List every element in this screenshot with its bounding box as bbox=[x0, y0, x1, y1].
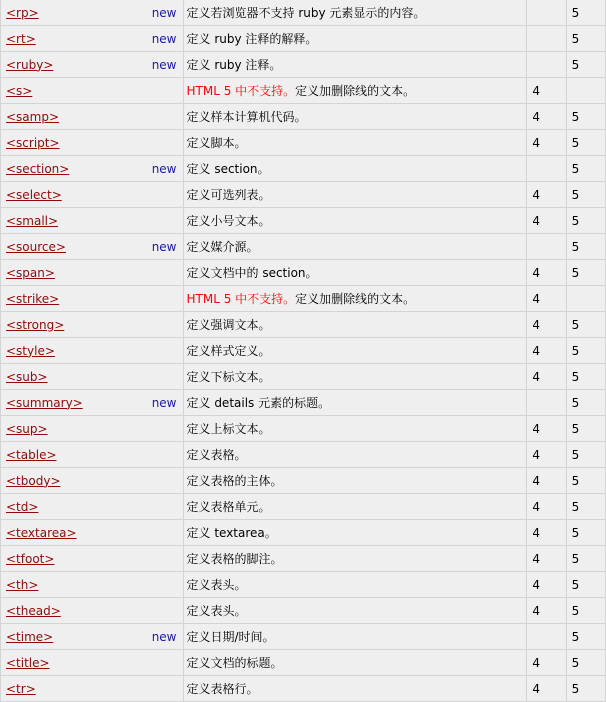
tag-link[interactable]: <th> bbox=[6, 577, 39, 592]
html4-support-cell: 4 bbox=[527, 312, 566, 338]
table-row bbox=[1, 624, 606, 650]
description-cell bbox=[183, 104, 527, 130]
table-row bbox=[1, 338, 606, 364]
tag-link[interactable]: <tfoot> bbox=[6, 551, 55, 566]
tag-link[interactable]: <select> bbox=[6, 187, 62, 202]
description-cell bbox=[183, 520, 527, 546]
tag-cell bbox=[1, 442, 184, 468]
table-row bbox=[1, 260, 606, 286]
html4-support-cell: 4 bbox=[527, 260, 566, 286]
tag-reference-body bbox=[1, 0, 606, 702]
new-badge: new bbox=[151, 5, 177, 20]
html5-support-cell: 5 bbox=[566, 676, 605, 702]
html4-support-cell: 4 bbox=[527, 546, 566, 572]
new-badge: new bbox=[151, 31, 177, 46]
html4-support-cell: 4 bbox=[527, 182, 566, 208]
description-cell bbox=[183, 182, 527, 208]
table-row bbox=[1, 234, 606, 260]
description-cell bbox=[183, 650, 527, 676]
tag-link[interactable]: <sup> bbox=[6, 421, 48, 436]
tag-cell bbox=[1, 572, 184, 598]
html5-support-cell: 5 bbox=[566, 598, 605, 624]
table-row bbox=[1, 676, 606, 702]
table-row bbox=[1, 104, 606, 130]
tag-cell bbox=[1, 78, 184, 104]
html4-support-cell bbox=[527, 156, 566, 182]
html4-support-cell: 4 bbox=[527, 130, 566, 156]
description-text: 定义上标文本。 bbox=[186, 422, 271, 436]
tag-link[interactable]: <rp> bbox=[6, 5, 39, 20]
tag-cell bbox=[1, 494, 184, 520]
description-text: 定义 section。 bbox=[186, 162, 270, 176]
tag-link[interactable]: <script> bbox=[6, 135, 60, 150]
tag-cell bbox=[1, 0, 184, 26]
tag-cell bbox=[1, 624, 184, 650]
description-text: 定义加删除线的文本。 bbox=[295, 292, 416, 306]
html4-support-cell: 4 bbox=[527, 676, 566, 702]
html4-support-cell: 4 bbox=[527, 338, 566, 364]
tag-link[interactable]: <s> bbox=[6, 83, 33, 98]
description-cell bbox=[183, 156, 527, 182]
html5-support-cell: 5 bbox=[566, 208, 605, 234]
description-text: 定义表头。 bbox=[186, 604, 247, 618]
description-cell bbox=[183, 130, 527, 156]
new-badge: new bbox=[151, 239, 177, 254]
tag-link[interactable]: <thead> bbox=[6, 603, 61, 618]
description-text: 定义表格。 bbox=[186, 448, 247, 462]
description-text: 定义 ruby 注释。 bbox=[186, 58, 282, 72]
new-badge: new bbox=[151, 161, 177, 176]
tag-cell bbox=[1, 338, 184, 364]
description-cell bbox=[183, 598, 527, 624]
table-row bbox=[1, 494, 606, 520]
description-cell bbox=[183, 390, 527, 416]
html5-support-cell bbox=[566, 78, 605, 104]
table-row bbox=[1, 520, 606, 546]
description-text: 定义样本计算机代码。 bbox=[186, 110, 307, 124]
html5-support-cell: 5 bbox=[566, 338, 605, 364]
description-text: 定义加删除线的文本。 bbox=[295, 84, 416, 98]
html5-support-cell: 5 bbox=[566, 468, 605, 494]
tag-link[interactable]: <small> bbox=[6, 213, 59, 228]
description-text: 定义表格的脚注。 bbox=[186, 552, 283, 566]
tag-link[interactable]: <source> bbox=[6, 239, 66, 254]
html4-support-cell bbox=[527, 26, 566, 52]
table-row bbox=[1, 598, 606, 624]
html4-support-cell: 4 bbox=[527, 364, 566, 390]
html4-support-cell bbox=[527, 52, 566, 78]
table-row bbox=[1, 286, 606, 312]
tag-link[interactable]: <textarea> bbox=[6, 525, 77, 540]
tag-link[interactable]: <sub> bbox=[6, 369, 48, 384]
html4-support-cell: 4 bbox=[527, 520, 566, 546]
description-cell bbox=[183, 312, 527, 338]
unsupported-warning: HTML 5 中不支持。 bbox=[186, 292, 296, 306]
tag-cell bbox=[1, 104, 184, 130]
tag-cell bbox=[1, 286, 184, 312]
description-text: 定义表格单元。 bbox=[186, 500, 271, 514]
description-cell bbox=[183, 260, 527, 286]
table-row bbox=[1, 26, 606, 52]
html5-support-cell: 5 bbox=[566, 390, 605, 416]
description-text: 定义文档的标题。 bbox=[186, 656, 283, 670]
description-cell bbox=[183, 208, 527, 234]
description-text: 定义 ruby 注释的解释。 bbox=[186, 32, 318, 46]
tag-link[interactable]: <ruby> bbox=[6, 57, 54, 72]
table-row bbox=[1, 546, 606, 572]
table-row bbox=[1, 650, 606, 676]
html5-support-cell: 5 bbox=[566, 416, 605, 442]
tag-cell bbox=[1, 260, 184, 286]
table-row bbox=[1, 208, 606, 234]
description-cell bbox=[183, 676, 527, 702]
table-row bbox=[1, 572, 606, 598]
html4-support-cell: 4 bbox=[527, 468, 566, 494]
description-text: 定义表头。 bbox=[186, 578, 247, 592]
tag-cell bbox=[1, 208, 184, 234]
table-row bbox=[1, 364, 606, 390]
html4-support-cell: 4 bbox=[527, 78, 566, 104]
html5-support-cell: 5 bbox=[566, 52, 605, 78]
tag-link[interactable]: <tr> bbox=[6, 681, 36, 696]
description-text: 定义 textarea。 bbox=[186, 526, 277, 540]
html5-support-cell: 5 bbox=[566, 182, 605, 208]
html4-support-cell bbox=[527, 0, 566, 26]
tag-cell bbox=[1, 364, 184, 390]
new-badge: new bbox=[151, 57, 177, 72]
tag-cell bbox=[1, 598, 184, 624]
description-cell bbox=[183, 624, 527, 650]
html5-support-cell: 5 bbox=[566, 494, 605, 520]
description-text: 定义小号文本。 bbox=[186, 214, 271, 228]
tag-link[interactable]: <summary> bbox=[6, 395, 83, 410]
description-cell bbox=[183, 52, 527, 78]
tag-cell bbox=[1, 312, 184, 338]
description-cell bbox=[183, 78, 527, 104]
html4-support-cell: 4 bbox=[527, 104, 566, 130]
tag-link[interactable]: <td> bbox=[6, 499, 39, 514]
html5-support-cell: 5 bbox=[566, 156, 605, 182]
html5-support-cell: 5 bbox=[566, 572, 605, 598]
html4-support-cell: 4 bbox=[527, 650, 566, 676]
tag-cell bbox=[1, 416, 184, 442]
tag-link[interactable]: <rt> bbox=[6, 31, 36, 46]
description-text: 定义强调文本。 bbox=[186, 318, 271, 332]
description-cell bbox=[183, 546, 527, 572]
tag-link[interactable]: <style> bbox=[6, 343, 55, 358]
tag-link[interactable]: <table> bbox=[6, 447, 57, 462]
tag-cell bbox=[1, 234, 184, 260]
tag-cell bbox=[1, 52, 184, 78]
tag-link[interactable]: <samp> bbox=[6, 109, 60, 124]
tag-link[interactable]: <time> bbox=[6, 629, 54, 644]
table-row bbox=[1, 468, 606, 494]
description-text: 定义 details 元素的标题。 bbox=[186, 396, 331, 410]
html5-support-cell: 5 bbox=[566, 260, 605, 286]
html5-support-cell: 5 bbox=[566, 624, 605, 650]
new-badge: new bbox=[151, 629, 177, 644]
html5-support-cell: 5 bbox=[566, 26, 605, 52]
unsupported-warning: HTML 5 中不支持。 bbox=[186, 84, 296, 98]
table-row bbox=[1, 312, 606, 338]
table-row bbox=[1, 52, 606, 78]
description-text: 定义可选列表。 bbox=[186, 188, 271, 202]
tag-cell bbox=[1, 520, 184, 546]
description-text: 定义若浏览器不支持 ruby 元素显示的内容。 bbox=[186, 6, 426, 20]
table-row bbox=[1, 416, 606, 442]
html4-support-cell: 4 bbox=[527, 494, 566, 520]
table-row bbox=[1, 390, 606, 416]
html4-support-cell: 4 bbox=[527, 442, 566, 468]
description-text: 定义脚本。 bbox=[186, 136, 247, 150]
description-cell bbox=[183, 0, 527, 26]
html4-support-cell: 4 bbox=[527, 598, 566, 624]
html5-support-cell: 5 bbox=[566, 650, 605, 676]
html5-support-cell bbox=[566, 286, 605, 312]
table-row bbox=[1, 78, 606, 104]
tag-link[interactable]: <title> bbox=[6, 655, 50, 670]
description-text: 定义文档中的 section。 bbox=[186, 266, 318, 280]
html4-support-cell: 4 bbox=[527, 286, 566, 312]
table-row bbox=[1, 130, 606, 156]
tag-link[interactable]: <strong> bbox=[6, 317, 65, 332]
description-text: 定义媒介源。 bbox=[186, 240, 259, 254]
html4-support-cell: 4 bbox=[527, 572, 566, 598]
description-text: 定义表格的主体。 bbox=[186, 474, 283, 488]
tag-cell bbox=[1, 26, 184, 52]
html5-support-cell: 5 bbox=[566, 442, 605, 468]
new-badge: new bbox=[151, 395, 177, 410]
html4-support-cell bbox=[527, 624, 566, 650]
html4-support-cell: 4 bbox=[527, 208, 566, 234]
tag-cell bbox=[1, 546, 184, 572]
html4-support-cell bbox=[527, 390, 566, 416]
description-text: 定义样式定义。 bbox=[186, 344, 271, 358]
table-row bbox=[1, 156, 606, 182]
tag-cell bbox=[1, 650, 184, 676]
html4-support-cell bbox=[527, 234, 566, 260]
html5-support-cell: 5 bbox=[566, 364, 605, 390]
table-row bbox=[1, 442, 606, 468]
tag-cell bbox=[1, 182, 184, 208]
description-cell bbox=[183, 468, 527, 494]
tag-link[interactable]: <tbody> bbox=[6, 473, 61, 488]
description-cell bbox=[183, 416, 527, 442]
description-text: 定义日期/时间。 bbox=[186, 630, 275, 644]
description-text: 定义表格行。 bbox=[186, 682, 259, 696]
description-cell bbox=[183, 286, 527, 312]
description-cell bbox=[183, 234, 527, 260]
tag-cell bbox=[1, 130, 184, 156]
html5-support-cell: 5 bbox=[566, 546, 605, 572]
tag-link[interactable]: <section> bbox=[6, 161, 70, 176]
description-cell bbox=[183, 338, 527, 364]
tag-cell bbox=[1, 468, 184, 494]
description-cell bbox=[183, 442, 527, 468]
html5-support-cell: 5 bbox=[566, 130, 605, 156]
description-cell bbox=[183, 26, 527, 52]
html5-support-cell: 5 bbox=[566, 0, 605, 26]
html4-support-cell: 4 bbox=[527, 416, 566, 442]
html5-support-cell: 5 bbox=[566, 104, 605, 130]
table-row bbox=[1, 0, 606, 26]
description-cell bbox=[183, 364, 527, 390]
html5-support-cell: 5 bbox=[566, 520, 605, 546]
description-text: 定义下标文本。 bbox=[186, 370, 271, 384]
tag-cell bbox=[1, 390, 184, 416]
html5-support-cell: 5 bbox=[566, 312, 605, 338]
tag-cell bbox=[1, 156, 184, 182]
table-row bbox=[1, 182, 606, 208]
tag-link[interactable]: <strike> bbox=[6, 291, 60, 306]
html5-support-cell: 5 bbox=[566, 234, 605, 260]
tag-link[interactable]: <span> bbox=[6, 265, 55, 280]
description-cell bbox=[183, 494, 527, 520]
description-cell bbox=[183, 572, 527, 598]
tag-cell bbox=[1, 676, 184, 702]
